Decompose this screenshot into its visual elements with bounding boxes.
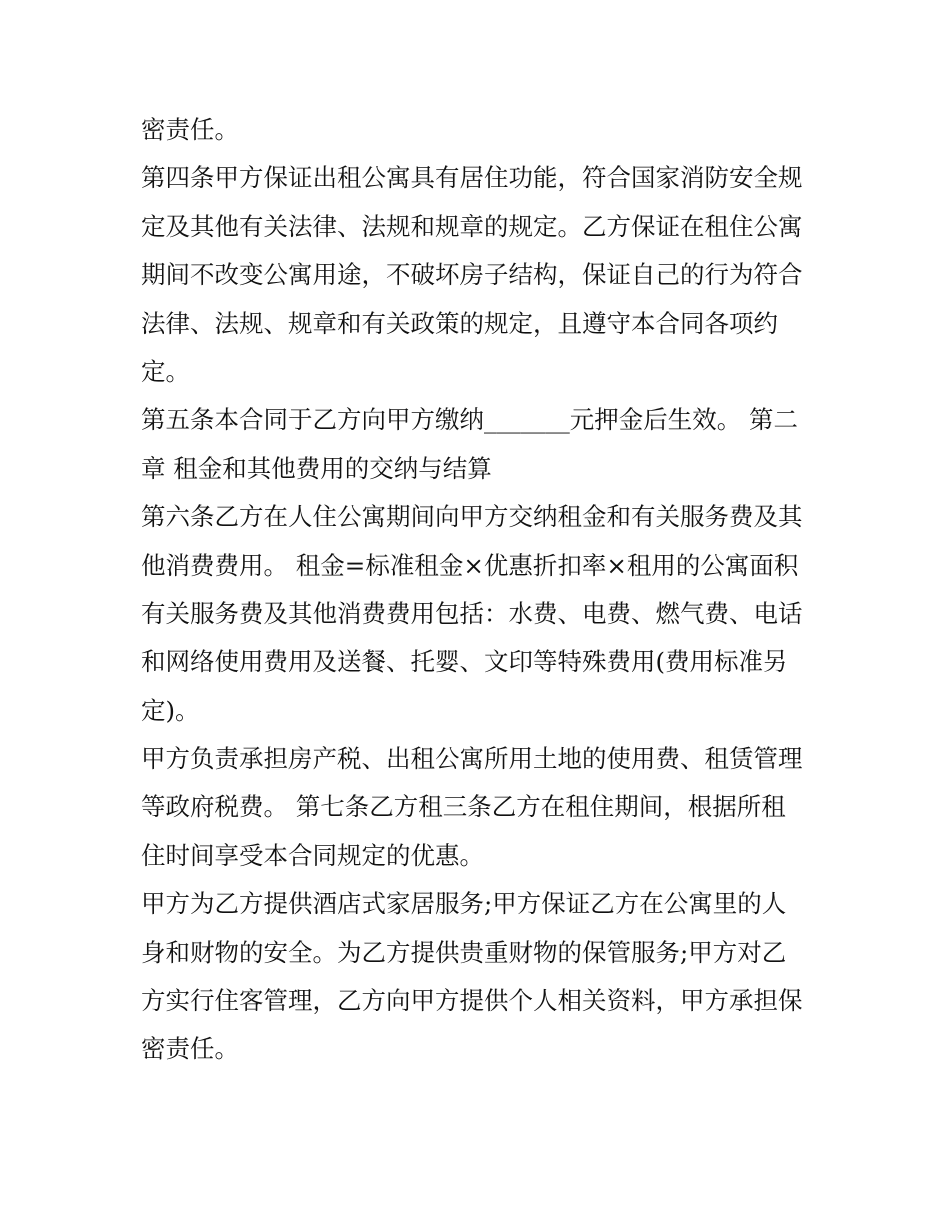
- text-line: 有关服务费及其他消费费用包括：水费、电费、燃气费、电话: [141, 598, 803, 628]
- text-line: 法律、法规、规章和有关政策的规定，且遵守本合同各项约: [141, 308, 778, 338]
- document-page: [141, 106, 831, 1074]
- text-line: 定及其他有关法律、法规和规章的规定。乙方保证在租住公寓: [141, 211, 803, 241]
- text-line: 密责任。: [141, 1034, 239, 1064]
- text-line: 第六条乙方在人住公寓期间向甲方交纳租金和有关服务费及其: [141, 502, 803, 532]
- text-line: 甲方为乙方提供酒店式家居服务;甲方保证乙方在公寓里的人: [141, 889, 787, 919]
- text-line: 期间不改变公寓用途，不破坏房子结构，保证自己的行为符合: [141, 260, 803, 290]
- text-line: 定。: [141, 356, 190, 386]
- text-line: 定)。: [141, 695, 200, 725]
- text-line: 住时间享受本合同规定的优惠。: [141, 840, 484, 870]
- text-line: 身和财物的安全。为乙方提供贵重财物的保管服务;甲方对乙: [141, 937, 787, 967]
- text-line: 等政府税费。 第七条乙方租三条乙方在租住期间，根据所租: [141, 792, 786, 822]
- text-line: 甲方负责承担房产税、出租公寓所用土地的使用费、租赁管理: [141, 744, 803, 774]
- text-line: 第五条本合同于乙方向甲方缴纳_______元押金后生效。 第二: [141, 405, 799, 435]
- text-line: 他消费费用。 租金=标准租金×优惠折扣率×租用的公寓面积: [141, 550, 799, 580]
- text-line: 第四条甲方保证出租公寓具有居住功能，符合国家消防安全规: [141, 163, 803, 193]
- text-line: 章 租金和其他费用的交纳与结算: [141, 453, 492, 483]
- text-line: 密责任。: [141, 115, 239, 144]
- text-line: 方实行住客管理，乙方向甲方提供个人相关资料，甲方承担保: [141, 986, 803, 1016]
- text-line: 和网络使用费用及送餐、托婴、文印等特殊费用(费用标准另: [141, 647, 788, 677]
